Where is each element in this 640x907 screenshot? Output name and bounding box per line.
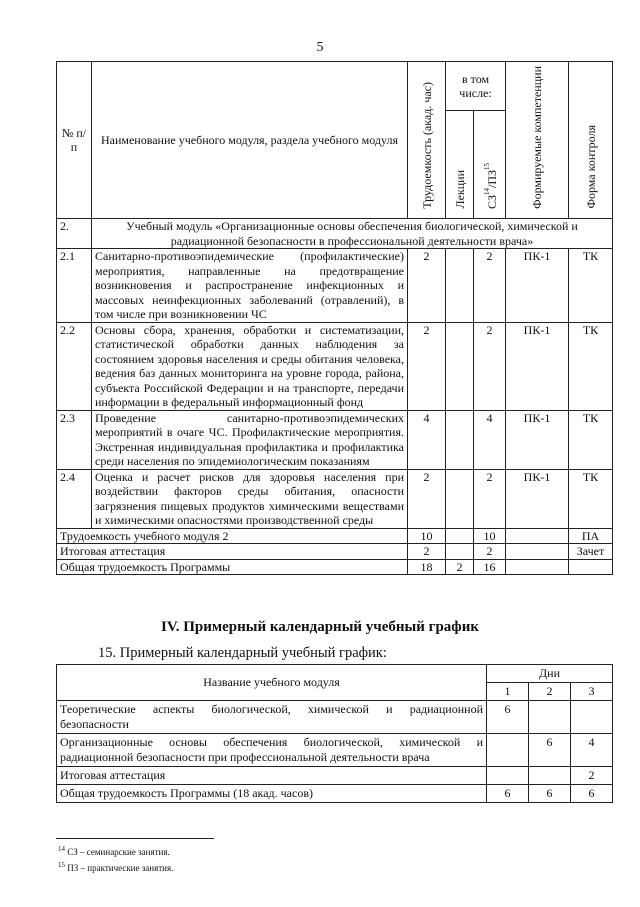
total-label: Итоговая аттестация [57,544,408,560]
schedule-day-1: 6 [487,701,529,734]
header-control: Форма контроля [569,62,613,219]
module-num: 2. [57,219,92,249]
row-lectures [446,322,474,410]
schedule-table [56,664,613,803]
schedule-row-name: Теоретические аспекты биологической, химической и радиационной безопасности [57,701,487,734]
header-sz-pz: СЗ$^{14}$/ПЗ$^{15}$ [474,111,506,219]
module-title-row [57,219,613,249]
row-competency: ПК-1 [506,410,569,469]
total-label: Общая трудоемкость Программы [57,559,408,575]
header-labor: Трудоемкость (акад. час) [408,62,446,219]
row-lectures [446,249,474,323]
schedule-day-1 [487,767,529,785]
header-including: в том числе: [446,62,506,111]
schedule-row [57,767,613,785]
row-control: ТК [569,469,613,528]
row-control: ТК [569,410,613,469]
schedule-row-name: Общая трудоемкость Программы (18 акад. часов) [57,785,487,803]
schedule-day-3 [571,701,613,734]
total-row [57,528,613,544]
schedule-row-name: Итоговая аттестация [57,767,487,785]
footnote-divider [56,838,214,839]
total-control: ПА [569,528,613,544]
schedule-day-2 [529,767,571,785]
row-labor: 2 [408,469,446,528]
row-lectures [446,469,474,528]
schedule-header-row [57,665,613,683]
footnote: $^{14}$ СЗ – семинарские занятия. [58,845,170,857]
total-labor: 2 [408,544,446,560]
row-name: Основы сбора, хранения, обработки и систематизации, статистической обработки данных наблюдения за состоянием здоровья населения и среды обитания человека, ведения баз данных мониторинга на уровне города, района, субъекта Российской Федерации и на транспорте, передачи информации в федеральный информационный фонд [92,322,408,410]
schedule-row [57,785,613,803]
total-sz-pz: 16 [474,559,506,575]
row-sz-pz: 2 [474,322,506,410]
table-row [57,322,613,410]
subsection-title: 15. Примерный календарный учебный график: [98,645,387,661]
footnote: $^{15}$ ПЗ – практические занятия. [58,861,174,873]
row-lectures [446,410,474,469]
table-row [57,410,613,469]
schedule-row [57,701,613,734]
schedule-day-1: 6 [487,785,529,803]
day-number: 1 [487,683,529,701]
row-labor: 2 [408,322,446,410]
total-lectures [446,528,474,544]
footnotes [58,843,173,875]
header-row [57,62,613,111]
row-num: 2.4 [57,469,92,528]
row-num: 2.1 [57,249,92,323]
total-competency [506,559,569,575]
row-num: 2.2 [57,322,92,410]
table-row [57,469,613,528]
total-control: Зачет [569,544,613,560]
row-name: Санитарно-противоэпидемические (профилактические) мероприятия, направленные на предотвращение возникновения и распространение инфекционных и массовых неинфекционных заболеваний (отравлений), в том числе при возникновении ЧС [92,249,408,323]
row-sz-pz: 2 [474,249,506,323]
schedule-header-name: Название учебного модуля [57,665,487,701]
row-sz-pz: 4 [474,410,506,469]
schedule-day-3: 2 [571,767,613,785]
schedule-row [57,734,613,767]
row-sz-pz: 2 [474,469,506,528]
total-label: Трудоемкость учебного модуля 2 [57,528,408,544]
schedule-day-2: 6 [529,734,571,767]
header-lectures: Лекции [446,111,474,219]
day-number: 2 [529,683,571,701]
row-labor: 4 [408,410,446,469]
schedule-row-name: Организационные основы обеспечения биологической, химической и радиационной безопасности при профессиональной деятельности врача [57,734,487,767]
table-row [57,249,613,323]
total-sz-pz: 10 [474,528,506,544]
row-control: ТК [569,249,613,323]
row-num: 2.3 [57,410,92,469]
total-competency [506,544,569,560]
section-title: IV. Примерный календарный учебный график [161,619,479,635]
total-labor: 18 [408,559,446,575]
row-control: ТК [569,322,613,410]
schedule-day-2: 6 [529,785,571,803]
schedule-day-3: 4 [571,734,613,767]
row-name: Проведение санитарно-противоэпидемических мероприятий в очаге ЧС. Профилактические мероприятия. Экстренная индивидуальная профилактика и профилактика среди населения по эпидемиологическим показаниям [92,410,408,469]
row-competency: ПК-1 [506,249,569,323]
header-competencies: Формируемые компетенции [506,62,569,219]
total-row [57,544,613,560]
total-labor: 10 [408,528,446,544]
total-competency [506,528,569,544]
header-name: Наименование учебного модуля, раздела учебного модуля [92,62,408,219]
schedule-day-2 [529,701,571,734]
total-control [569,559,613,575]
row-competency: ПК-1 [506,469,569,528]
module-table [56,61,613,575]
total-lectures: 2 [446,559,474,575]
day-number: 3 [571,683,613,701]
schedule-day-3: 6 [571,785,613,803]
total-sz-pz: 2 [474,544,506,560]
row-labor: 2 [408,249,446,323]
total-row [57,559,613,575]
row-name: Оценка и расчет рисков для здоровья населения при воздействии факторов среды обитания, опасности загрязнения пищевых продуктов химическими веществами и химическими опасностями производственной среды [92,469,408,528]
header-num: № п/п [57,62,92,219]
row-competency: ПК-1 [506,322,569,410]
schedule-header-days: Дни [487,665,613,683]
total-lectures [446,544,474,560]
module-title: Учебный модуль «Организационные основы обеспечения биологической, химической и радиационной безопасности в профессиональной деятельности врача» [92,219,613,249]
schedule-day-1 [487,734,529,767]
page-number: 5 [316,40,324,55]
